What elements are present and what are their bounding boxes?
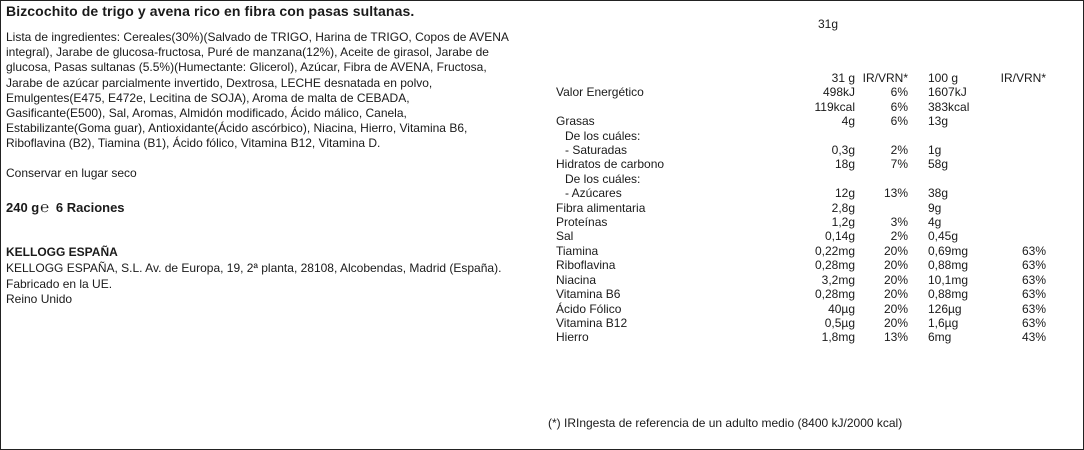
nutrition-cell: 63% xyxy=(1021,301,1046,316)
address-line: Reino Unido xyxy=(6,292,73,306)
nutrition-cell: 20% xyxy=(883,301,908,316)
nutrition-cell: 0,28mg xyxy=(814,258,855,273)
estimated-sign-icon: ℮ xyxy=(40,199,50,216)
nutrition-cell: 43% xyxy=(1021,330,1046,345)
nutrition-row xyxy=(556,201,1046,215)
nutrition-cell: Niacina xyxy=(556,272,597,287)
ingredients-line: glucosa, Pasas sultanas (5.5%)(Humectante: Glicerol), Azúcar, Fibra de AVENA, Fructosa, xyxy=(6,60,487,75)
nutrition-row xyxy=(556,287,1046,301)
nutrition-cell xyxy=(805,172,855,186)
nutrition-cell: 1607kJ xyxy=(928,85,967,100)
nutrition-row xyxy=(556,273,1046,287)
nutrition-cell xyxy=(556,100,805,114)
nutrition-cell: 40µg xyxy=(828,301,855,316)
ingredients-line: Riboflavina (B2), Tiamina (B1), Ácido fólico, Vitamina B12, Vitamina D. xyxy=(6,136,381,151)
nutrition-cell: 0,22mg xyxy=(814,243,855,258)
nutrition-cell xyxy=(986,100,1046,114)
nutrition-row xyxy=(556,143,1046,157)
nutrition-cell: 1,6µg xyxy=(928,315,959,330)
nutrition-cell xyxy=(986,143,1046,157)
nutrition-row xyxy=(556,244,1046,258)
nutrition-cell: Vitamina B6 xyxy=(556,287,621,302)
nutrition-cell: 0,28mg xyxy=(814,287,855,302)
nutrition-row xyxy=(556,129,1046,143)
nutrition-cell: De los cuáles: xyxy=(565,128,641,143)
serving-size: 31g xyxy=(818,17,839,31)
nutrition-cell: 0,5µg xyxy=(824,315,855,330)
ingredients-line: Estabilizante(Goma guar), Antioxidante(Ácido ascórbico), Niacina, Hierro, Vitamina B6, xyxy=(6,121,468,136)
company-name: KELLOGG ESPAÑA xyxy=(6,245,118,259)
nutrition-cell: 6% xyxy=(890,99,908,114)
nutrition-cell xyxy=(855,172,908,186)
nutrition-cell xyxy=(986,186,1046,200)
nutrition-cell xyxy=(908,172,986,186)
storage-instructions: Conservar en lugar seco xyxy=(6,166,137,180)
nutrition-cell: 3,2mg xyxy=(821,272,855,287)
nutrition-row xyxy=(556,302,1046,316)
nutrition-cell: 20% xyxy=(883,272,908,287)
nutrition-cell: Hierro xyxy=(556,330,589,345)
nutrition-cell: 63% xyxy=(1021,287,1046,302)
nutrition-cell xyxy=(805,129,855,143)
nutrition-row xyxy=(556,157,1046,171)
nutrition-cell: 383kcal xyxy=(928,99,970,114)
nutrition-cell: 0,69mg xyxy=(928,243,969,258)
nutrition-cell xyxy=(855,201,908,215)
nutrition-cell: 4g xyxy=(928,215,942,230)
nutrition-row xyxy=(556,172,1046,186)
nutrition-cell: 100 g xyxy=(928,71,959,85)
nutrition-cell: 31 g xyxy=(831,71,855,85)
nutrition-cell: Grasas xyxy=(556,114,595,129)
nutrition-cell xyxy=(855,129,908,143)
address-line: Fabricado en la UE. xyxy=(6,276,113,291)
nutrition-cell: Proteínas xyxy=(556,215,608,230)
nutrition-cell: Hidratos de carbono xyxy=(556,157,665,172)
nutrition-cell: IR/VRN* xyxy=(1000,71,1046,85)
nutrition-row xyxy=(556,258,1046,272)
nutrition-cell: 7% xyxy=(890,157,908,172)
nutrition-row xyxy=(556,114,1046,128)
nutrition-cell: Fibra alimentaria xyxy=(556,200,646,215)
ingredients-line: Jarabe de azúcar parcialmente invertido, Dextrosa, LECHE desnatada en polvo, xyxy=(6,75,433,90)
nutrition-cell: 2% xyxy=(890,229,908,244)
nutrition-cell: 20% xyxy=(883,287,908,302)
nutrition-cell: 10,1mg xyxy=(928,272,969,287)
nutrition-cell: 13g xyxy=(928,114,949,129)
nutrition-cell xyxy=(986,85,1046,99)
company-address xyxy=(6,261,501,308)
nutrition-cell: 2,8g xyxy=(831,200,855,215)
nutrition-row xyxy=(556,330,1046,344)
nutrition-cell: 9g xyxy=(928,200,942,215)
nutrition-cell: 18g xyxy=(834,157,855,172)
nutrition-cell: 20% xyxy=(883,258,908,273)
nutrition-cell: 13% xyxy=(883,330,908,345)
nutrition-cell: 3% xyxy=(890,215,908,230)
nutrition-cell: 0,45g xyxy=(928,229,959,244)
portions: 6 Raciones xyxy=(55,200,125,215)
nutrition-cell: Tiamina xyxy=(556,243,599,258)
nutrition-cell xyxy=(986,114,1046,128)
nutrition-cell xyxy=(986,229,1046,243)
ingredients-line: integral), Jarabe de glucosa-fructosa, Puré de manzana(12%), Aceite de girasol, Jarabe de xyxy=(6,45,489,60)
nutrition-cell: 20% xyxy=(883,243,908,258)
nutrition-cell: 1g xyxy=(928,143,942,158)
nutrition-cell xyxy=(986,215,1046,229)
nutrition-cell: 63% xyxy=(1021,315,1046,330)
nutrition-cell: - Saturadas xyxy=(565,143,628,158)
nutrition-row xyxy=(556,100,1046,114)
nutrition-cell: 63% xyxy=(1021,243,1046,258)
nutrition-cell: IR/VRN* xyxy=(862,71,908,85)
nutrition-cell: 4g xyxy=(841,114,855,129)
nutrition-cell xyxy=(908,129,986,143)
nutrition-cell: 58g xyxy=(928,157,949,172)
nutrition-cell: 38g xyxy=(928,186,949,201)
nutrition-cell: 119kcal xyxy=(814,99,855,114)
ingredients-list xyxy=(6,30,551,152)
nutrition-cell: 20% xyxy=(883,315,908,330)
nutrition-table xyxy=(556,71,1046,345)
nutrition-cell xyxy=(986,201,1046,215)
weight-value: 240 g xyxy=(6,200,40,215)
nutrition-cell: 6% xyxy=(890,114,908,129)
nutrition-cell: 13% xyxy=(883,186,908,201)
footnote: (*) IRIngesta de referencia de un adulto medio (8400 kJ/2000 kcal) xyxy=(548,416,903,430)
nutrition-cell: Vitamina B12 xyxy=(556,315,628,330)
nutrition-cell: Valor Energético xyxy=(556,85,644,100)
nutrition-cell: Ácido Fólico xyxy=(556,301,622,316)
nutrition-cell xyxy=(986,129,1046,143)
nutrition-cell xyxy=(986,172,1046,186)
nutrition-cell: 126µg xyxy=(928,301,962,316)
nutrition-cell: 1,8mg xyxy=(821,330,855,345)
nutrition-cell: 0,88mg xyxy=(928,258,969,273)
nutrition-row xyxy=(556,316,1046,330)
nutrition-cell xyxy=(556,71,805,85)
nutrition-cell: 6% xyxy=(890,85,908,100)
nutrition-cell: 63% xyxy=(1021,258,1046,273)
address-line: KELLOGG ESPAÑA, S.L. Av. de Europa, 19, 2ª planta, 28108, Alcobendas, Madrid (España). xyxy=(6,261,502,275)
ingredients-line: Lista de ingredientes: Cereales(30%)(Salvado de TRIGO, Harina de TRIGO, Copos de AVENA xyxy=(6,30,509,44)
nutrition-cell: Riboflavina xyxy=(556,258,616,273)
nutrition-cell: 0,88mg xyxy=(928,287,969,302)
ingredients-line: Gasificante(E500), Sal, Aromas, Almidón modificado, Ácido málico, Canela, xyxy=(6,106,407,121)
nutrition-cell: - Azúcares xyxy=(565,186,622,201)
nutrition-row xyxy=(556,215,1046,229)
product-title: Bizcochito de trigo y avena rico en fibra con pasas sultanas. xyxy=(6,3,415,19)
nutrition-cell: Sal xyxy=(556,229,574,244)
nutrition-cell: 63% xyxy=(1021,272,1046,287)
ingredients-line: Emulgentes(E475, E472e, Lecitina de SOJA), Aroma de malta de CEBADA, xyxy=(6,90,410,105)
nutrition-row xyxy=(556,85,1046,99)
nutrition-row xyxy=(556,229,1046,243)
nutrition-cell: 1,2g xyxy=(831,215,855,230)
nutrition-cell: 2% xyxy=(890,143,908,158)
nutrition-cell: 0,14g xyxy=(824,229,855,244)
nutrition-cell: 6mg xyxy=(928,330,952,345)
nutrition-cell: 0,3g xyxy=(831,143,855,158)
nutrition-cell: 498kJ xyxy=(822,85,855,100)
nutrition-header-row xyxy=(556,71,1046,85)
net-weight xyxy=(6,199,125,216)
nutrition-row xyxy=(556,186,1046,200)
nutrition-cell: De los cuáles: xyxy=(565,171,641,186)
nutrition-cell xyxy=(986,157,1046,171)
nutrition-cell: 12g xyxy=(834,186,855,201)
